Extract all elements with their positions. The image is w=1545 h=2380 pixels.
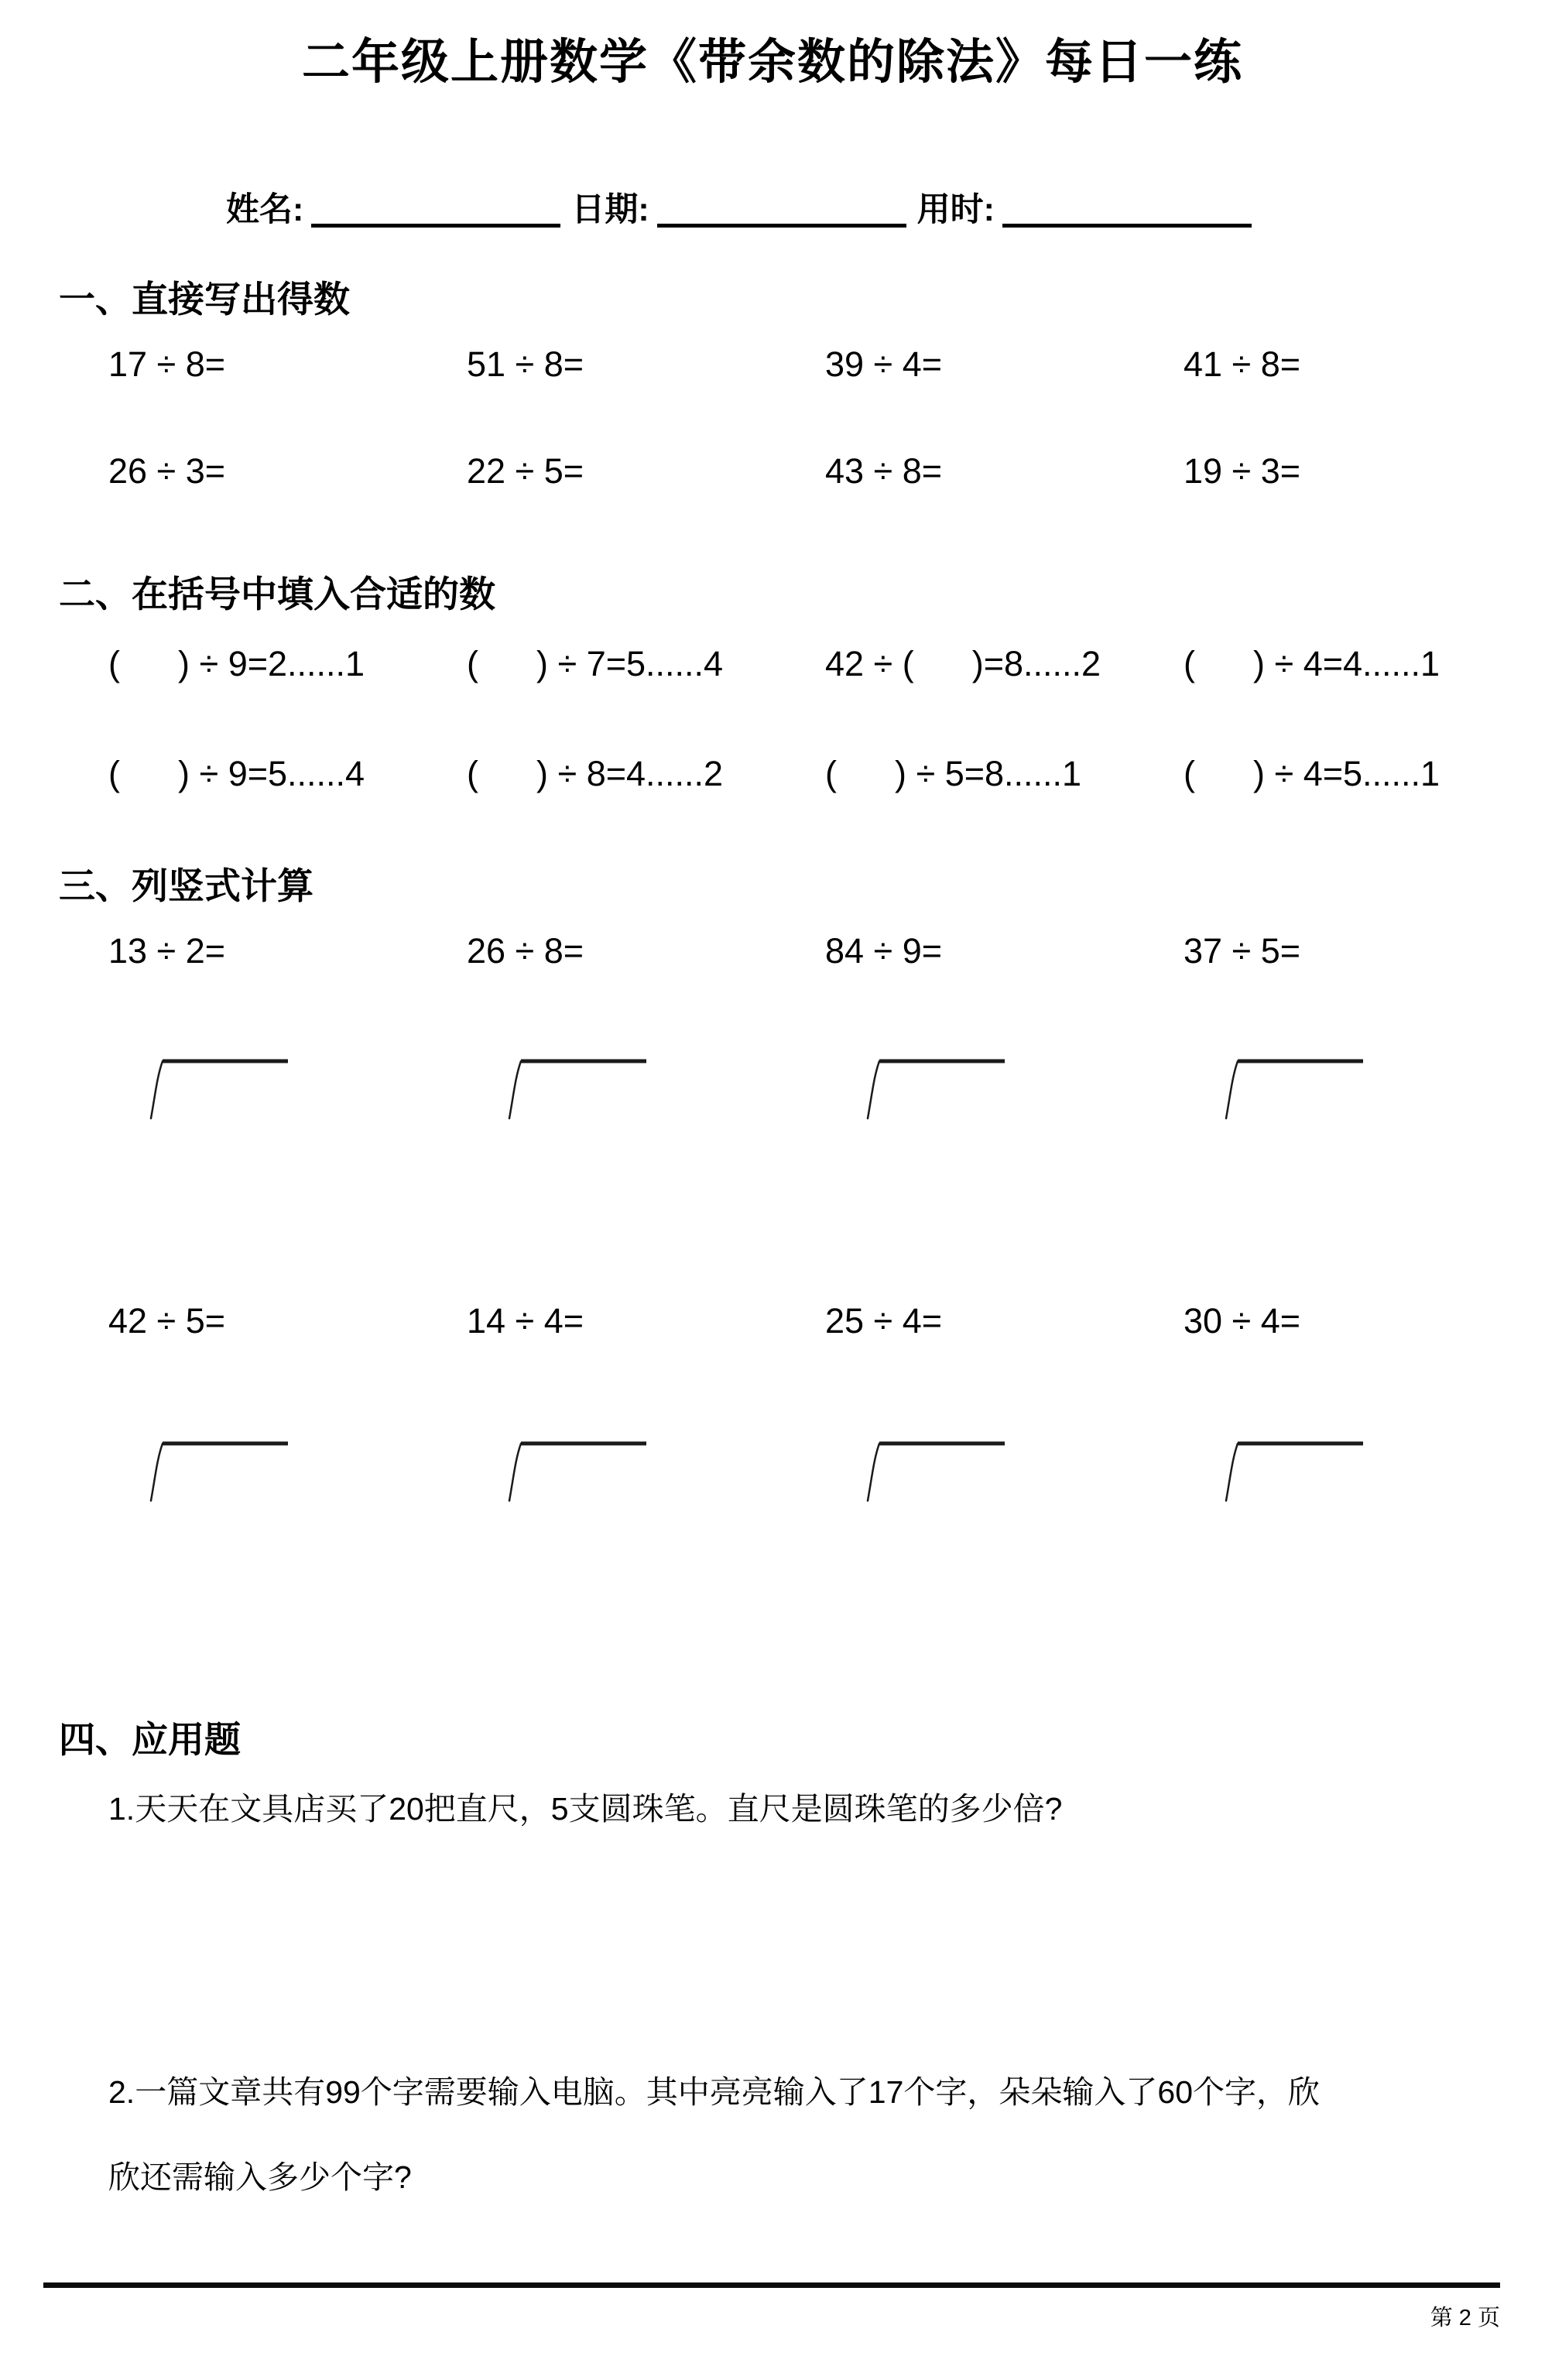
long-division-bracket bbox=[467, 1440, 825, 1504]
word-problem-2-line-2: 欣还需输入多少个字? bbox=[108, 2159, 412, 2195]
long-division-bracket-row-1 bbox=[0, 1058, 1545, 1122]
section-three-row-2 bbox=[0, 1301, 1545, 1341]
section-four-heading: 四、应用题 bbox=[59, 1719, 241, 1760]
long-division-bracket bbox=[1184, 1058, 1542, 1122]
vertical-calc-problem: 84 ÷ 9= bbox=[825, 931, 943, 971]
division-problem: 51 ÷ 8= bbox=[467, 344, 584, 384]
division-bracket-icon bbox=[1224, 1440, 1365, 1504]
date-blank bbox=[657, 188, 906, 228]
division-problem: 39 ÷ 4= bbox=[825, 344, 943, 384]
long-division-bracket-row-2 bbox=[0, 1440, 1545, 1504]
page-footer bbox=[43, 2282, 1500, 2332]
section-two-row-1 bbox=[0, 644, 1545, 684]
student-info-line bbox=[0, 183, 1545, 231]
section-three-row-1 bbox=[0, 931, 1545, 971]
vertical-calc-problem: 37 ÷ 5= bbox=[1184, 931, 1301, 971]
long-division-bracket bbox=[825, 1058, 1184, 1122]
division-problem: 17 ÷ 8= bbox=[108, 344, 226, 384]
page-number: 第 2 页 bbox=[1430, 2306, 1500, 2330]
long-division-bracket bbox=[108, 1440, 467, 1504]
long-division-bracket bbox=[108, 1058, 467, 1122]
division-problem: 19 ÷ 3= bbox=[1184, 451, 1301, 491]
vertical-calc-problem: 42 ÷ 5= bbox=[108, 1301, 226, 1341]
vertical-calc-problem: 30 ÷ 4= bbox=[1184, 1301, 1301, 1341]
division-bracket-icon bbox=[865, 1440, 1006, 1504]
section-one-row-2 bbox=[0, 451, 1545, 491]
division-bracket-icon bbox=[149, 1058, 289, 1122]
time-blank bbox=[1002, 188, 1252, 228]
date-label: 日期: bbox=[571, 191, 649, 228]
vertical-calc-problem: 13 ÷ 2= bbox=[108, 931, 226, 971]
fill-blank-problem: ( ) ÷ 8=4......2 bbox=[467, 754, 724, 793]
division-bracket-icon bbox=[507, 1058, 648, 1122]
vertical-calc-problem: 25 ÷ 4= bbox=[825, 1301, 943, 1341]
division-bracket-icon bbox=[507, 1440, 648, 1504]
division-bracket-icon bbox=[149, 1440, 289, 1504]
section-one-row-1 bbox=[0, 344, 1545, 385]
long-division-bracket bbox=[1184, 1440, 1542, 1504]
long-division-bracket bbox=[825, 1440, 1184, 1504]
division-bracket-icon bbox=[1224, 1058, 1365, 1122]
section-two-row-2 bbox=[0, 754, 1545, 794]
vertical-calc-problem: 26 ÷ 8= bbox=[467, 931, 584, 971]
division-problem: 43 ÷ 8= bbox=[825, 451, 943, 491]
page-title: 二年级上册数学《带余数的除法》每日一练 bbox=[301, 36, 1243, 89]
name-blank bbox=[311, 188, 560, 228]
section-three-heading: 三、列竖式计算 bbox=[59, 865, 313, 906]
fill-blank-problem: ( ) ÷ 7=5......4 bbox=[467, 644, 724, 683]
fill-blank-problem: ( ) ÷ 9=5......4 bbox=[108, 754, 365, 793]
long-division-bracket bbox=[467, 1058, 825, 1122]
section-two-heading: 二、在括号中填入合适的数 bbox=[59, 574, 495, 615]
fill-blank-problem: ( ) ÷ 5=8......1 bbox=[825, 754, 1082, 793]
fill-blank-problem: ( ) ÷ 4=4......1 bbox=[1184, 644, 1441, 683]
vertical-calc-problem: 14 ÷ 4= bbox=[467, 1301, 584, 1341]
division-problem: 41 ÷ 8= bbox=[1184, 344, 1301, 384]
division-problem: 26 ÷ 3= bbox=[108, 451, 226, 491]
time-label: 用时: bbox=[916, 191, 995, 228]
division-problem: 22 ÷ 5= bbox=[467, 451, 584, 491]
fill-blank-problem: ( ) ÷ 9=2......1 bbox=[108, 644, 365, 683]
division-bracket-icon bbox=[865, 1058, 1006, 1122]
section-one-heading: 一、直接写出得数 bbox=[59, 279, 350, 320]
word-problem-1: 1.天天在文具店买了20把直尺，5支圆珠笔。直尺是圆珠笔的多少倍? bbox=[108, 1791, 1063, 1827]
footer-divider bbox=[43, 2282, 1500, 2288]
name-label: 姓名: bbox=[226, 191, 304, 228]
fill-blank-problem: 42 ÷ ( )=8......2 bbox=[825, 644, 1101, 683]
fill-blank-problem: ( ) ÷ 4=5......1 bbox=[1184, 754, 1441, 793]
word-problem-2-line-1: 2.一篇文章共有99个字需要输入电脑。其中亮亮输入了17个字，朵朵输入了60个字，欣 bbox=[108, 2074, 1321, 2110]
